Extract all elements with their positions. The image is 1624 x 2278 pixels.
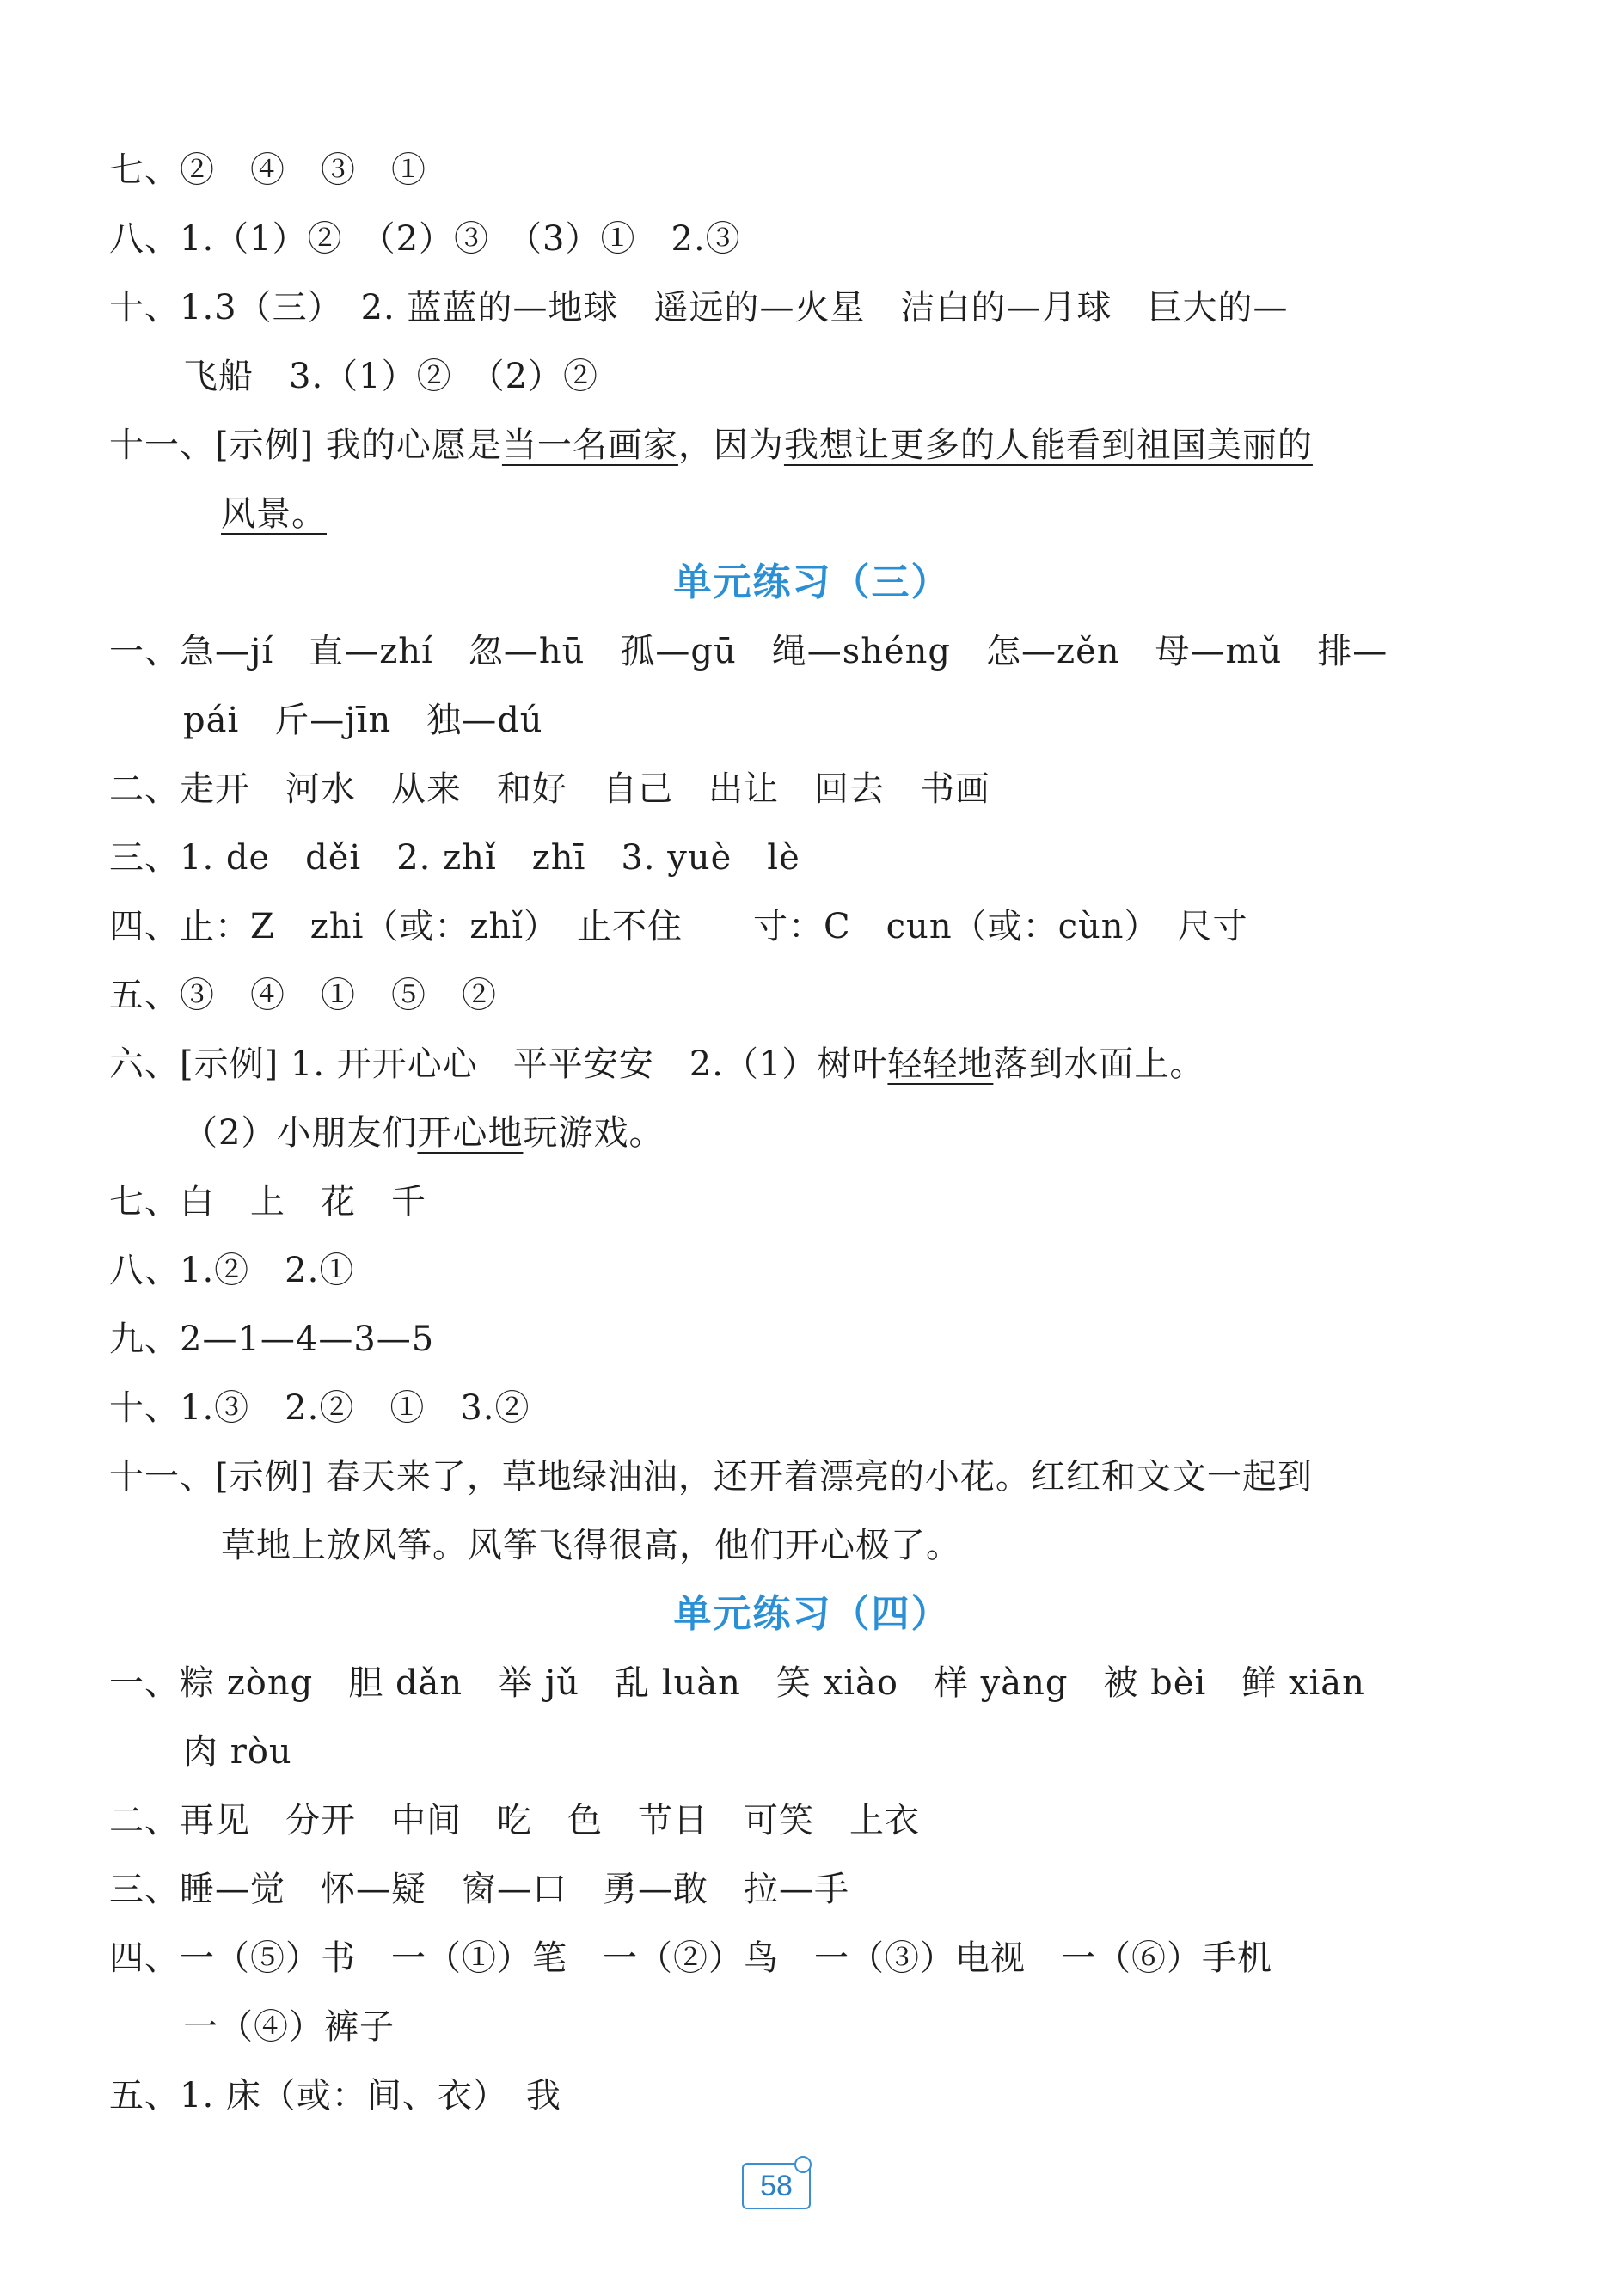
answer-line: 九、2—1—4—3—5: [109, 1320, 435, 1359]
underlined-text: 风景。: [221, 494, 327, 534]
answer-line: 五、③ ④ ① ⑤ ②: [109, 976, 497, 1015]
answer-line: [221, 492, 327, 536]
answer-line: （2）小朋友们开心地玩游戏。: [183, 1113, 665, 1153]
section-heading: 单元练习（三）: [673, 560, 951, 604]
answer-line: 三、1. de děi 2. zhǐ zhī 3. yuè lè: [109, 838, 800, 878]
answer-line: 八、1.② 2.①: [109, 1251, 355, 1290]
answer-line: 十一、[示例] 我的心愿是当一名画家，因为我想让更多的人能看到祖国美丽的: [109, 426, 1313, 465]
page-number: 58: [742, 2163, 811, 2209]
answer-line: pái 斤—jīn 独—dú: [183, 701, 543, 740]
answer-line: 六、[示例] 1. 开开心心 平平安安 2.（1）树叶轻轻地落到水面上。: [109, 1044, 1205, 1084]
answer-line: 四、止：Z zhi（或：zhǐ） 止不住 寸：C cun（或：cùn） 尺寸: [109, 907, 1248, 946]
answer-line: 二、再见 分开 中间 吃 色 节日 可笑 上衣: [109, 1801, 920, 1840]
underlined-text: 我想让更多的人能看到祖国美丽的: [783, 426, 1313, 465]
section-heading: 单元练习（四）: [673, 1592, 951, 1636]
answer-line: 五、1. 床（或：间、衣） 我: [109, 2076, 561, 2116]
apple-icon: [794, 2156, 812, 2173]
answer-line: 四、一（⑤）书 一（①）笔 一（②）鸟 一（③）电视 一（⑥）手机: [109, 1938, 1272, 1978]
answer-line: 一、粽 zòng 胆 dǎn 举 jǔ 乱 luàn 笑 xiào 样 yàng 被 bèi 鲜 xiān: [109, 1663, 1365, 1703]
answer-line: 一、急—jí 直—zhí 忽—hū 孤—gū 绳—shéng 怎—zěn 母—mǔ 排—: [109, 632, 1388, 671]
answer-line: 八、1.（1）② （2）③ （3）① 2.③: [109, 219, 741, 259]
underlined-text: 轻轻地: [887, 1044, 994, 1084]
answer-line: 三、睡—觉 怀—疑 窗—口 勇—敢 拉—手: [109, 1870, 849, 1909]
answer-line: 二、走开 河水 从来 和好 自己 出让 回去 书画: [109, 769, 990, 809]
answer-line: 飞船 3.（1）② （2）②: [183, 357, 599, 396]
underlined-text: 开心地: [417, 1113, 524, 1153]
answer-line: 十、1.③ 2.② ① 3.②: [109, 1388, 530, 1428]
underlined-text: 当一名画家: [501, 426, 678, 465]
answer-line: 肉 ròu: [183, 1732, 292, 1772]
answer-line: 十、1.3（三） 2. 蓝蓝的—地球 遥远的—火星 洁白的—月球 巨大的—: [109, 288, 1289, 328]
answer-line: 七、② ④ ③ ①: [109, 150, 426, 190]
answer-line: 草地上放风筝。风筝飞得很高，他们开心极了。: [221, 1526, 961, 1565]
answer-line: 十一、[示例] 春天来了，草地绿油油，还开着漂亮的小花。红红和文文一起到: [109, 1457, 1313, 1497]
answer-line: 一（④）裤子: [183, 2007, 395, 2047]
answer-line: 七、白 上 花 千: [109, 1182, 426, 1222]
